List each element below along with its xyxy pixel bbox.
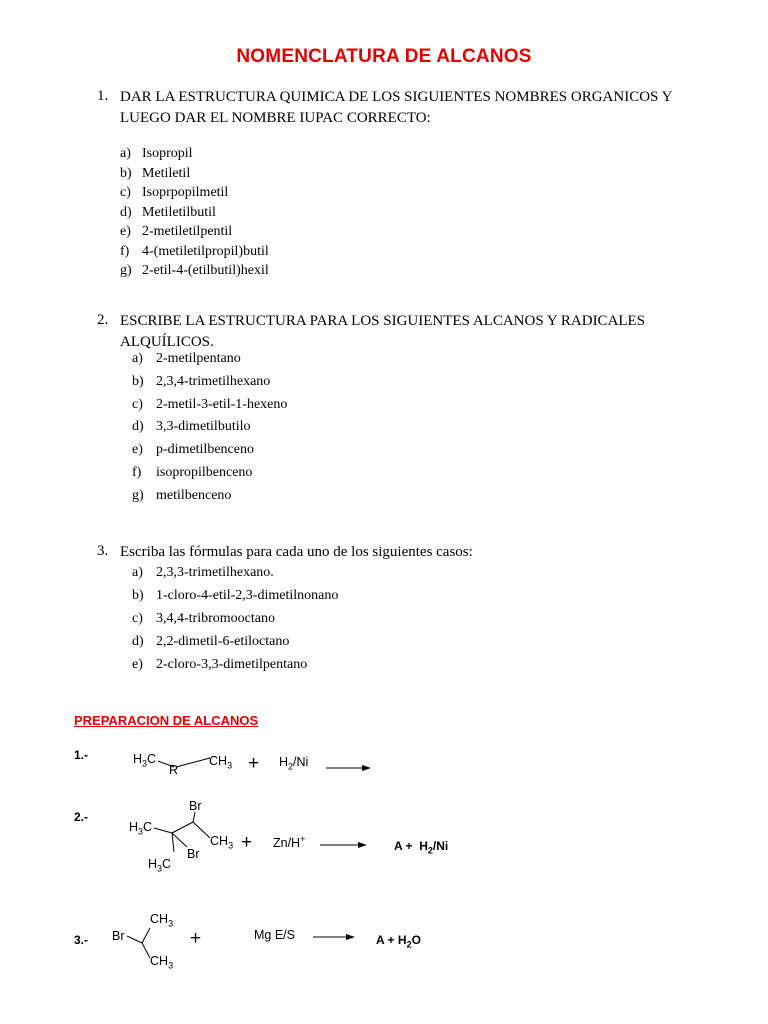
reaction-2-product: $A + H_2/Ni$ bbox=[394, 839, 449, 856]
list-item-text: 2-cloro-3,3-dimetilpentano bbox=[156, 657, 308, 672]
list-item-label: a) bbox=[132, 351, 143, 366]
list-item-label: e) bbox=[120, 224, 131, 239]
reaction-3-number: 3.- bbox=[74, 933, 89, 947]
question-1-line-2: LUEGO DAR EL NOMBRE IUPAC CORRECTO: bbox=[120, 110, 431, 126]
list-item-label: b) bbox=[120, 165, 132, 181]
list-item-text: metilbenceno bbox=[156, 487, 232, 503]
section-title-preparacion: PREPARACION DE ALCANOS bbox=[74, 713, 259, 728]
ch3-label-bottom: $CH_3$ bbox=[150, 954, 174, 971]
plus-sign: + bbox=[190, 928, 202, 949]
list-item-text: 2-metil-3-etil-1-hexeno bbox=[156, 396, 288, 412]
list-item-label: b) bbox=[132, 588, 144, 603]
list-item-text: 2-metiletilpentil bbox=[142, 224, 233, 239]
list-item-label: e) bbox=[132, 442, 143, 458]
page-title: NOMENCLATURA DE ALCANOS bbox=[236, 46, 532, 67]
list-item-text: 2,2-dimetil-6-etiloctano bbox=[156, 634, 290, 649]
list-item-label: g) bbox=[120, 263, 132, 278]
list-item-text: 2-etil-4-(etilbutil)hexil bbox=[142, 263, 269, 278]
list-item-text: 4-(metiletilpropil)butil bbox=[142, 243, 269, 259]
ch3-label: $CH_3$ bbox=[210, 834, 234, 851]
list-item-text: 3,3-dimetilbutilo bbox=[156, 419, 251, 435]
reaction-3-product: $A + H_2O$ bbox=[376, 933, 421, 950]
br-label-bottom: Br bbox=[187, 847, 200, 861]
list-item-text: 2-metilpentano bbox=[156, 351, 241, 366]
reaction-1-number: 1.- bbox=[74, 748, 89, 762]
question-3-text bbox=[120, 542, 473, 563]
list-item-text: Isopropil bbox=[142, 146, 193, 161]
r-group-label: R bbox=[169, 763, 179, 777]
list-item-label: d) bbox=[120, 204, 132, 220]
question-1-number: 1. bbox=[97, 88, 109, 104]
list-item-label: f) bbox=[120, 243, 130, 259]
reaction-2-number: 2.- bbox=[74, 810, 89, 824]
list-item-text: Metiletil bbox=[142, 165, 191, 181]
br-label: Br bbox=[112, 929, 125, 943]
question-1-text bbox=[120, 87, 672, 129]
br-label-top: Br bbox=[189, 799, 202, 813]
question-2-text bbox=[120, 311, 645, 353]
list-item-text: 1-cloro-4-etil-2,3-dimetilnonano bbox=[156, 588, 339, 603]
list-item-label: c) bbox=[120, 185, 131, 200]
list-item-text: Isoprpopilmetil bbox=[142, 185, 229, 200]
list-item-text: Metiletilbutil bbox=[142, 204, 216, 220]
plus-sign: + bbox=[248, 753, 260, 774]
list-item-label: e) bbox=[132, 657, 143, 672]
h3c-label: $H_3C$ bbox=[133, 752, 157, 769]
list-item-label: a) bbox=[132, 565, 143, 580]
question-2-line-2: ALQUÍLICOS. bbox=[120, 334, 214, 350]
question-3-number: 3. bbox=[97, 543, 109, 559]
list-item-label: d) bbox=[132, 634, 144, 649]
list-item-text: 2,3,3-trimetilhexano. bbox=[156, 565, 274, 580]
h3c-label: $H_3C$ bbox=[129, 820, 153, 837]
list-item-label: f) bbox=[132, 464, 142, 480]
question-2-number: 2. bbox=[97, 312, 109, 328]
list-item-label: c) bbox=[132, 611, 143, 626]
list-item-text: 3,4,4-tribromooctano bbox=[156, 611, 275, 626]
ch3-label: $CH_3$ bbox=[209, 754, 233, 771]
h3c-label-bottom: $H_3C$ bbox=[148, 857, 172, 874]
list-item-label: d) bbox=[132, 419, 144, 435]
list-item-label: b) bbox=[132, 373, 144, 389]
reaction-2-reagent: Zn/H+ bbox=[273, 834, 306, 851]
list-item-label: c) bbox=[132, 396, 143, 412]
question-3-line-1: Escriba las fórmulas para cada uno de los siguientes casos: bbox=[120, 544, 473, 560]
list-item-text: isopropilbenceno bbox=[156, 464, 253, 480]
ch3-label-top: $CH_3$ bbox=[150, 912, 174, 929]
question-2-line-1: ESCRIBE LA ESTRUCTURA PARA LOS SIGUIENTES ALCANOS Y RADICALES bbox=[120, 313, 646, 329]
list-item-label: g) bbox=[132, 487, 144, 503]
list-item-label: a) bbox=[120, 146, 131, 161]
plus-sign: + bbox=[241, 832, 253, 853]
reaction-1-reagent: $H_2/Ni$ bbox=[279, 755, 309, 772]
list-item-text: 2,3,4-trimetilhexano bbox=[156, 373, 271, 389]
reaction-3-reagent: Mg E/S bbox=[254, 928, 295, 942]
question-1-line-1: DAR LA ESTRUCTURA QUIMICA DE LOS SIGUIENTES NOMBRES ORGANICOS Y bbox=[120, 89, 673, 105]
list-item-text: p-dimetilbenceno bbox=[156, 442, 254, 458]
